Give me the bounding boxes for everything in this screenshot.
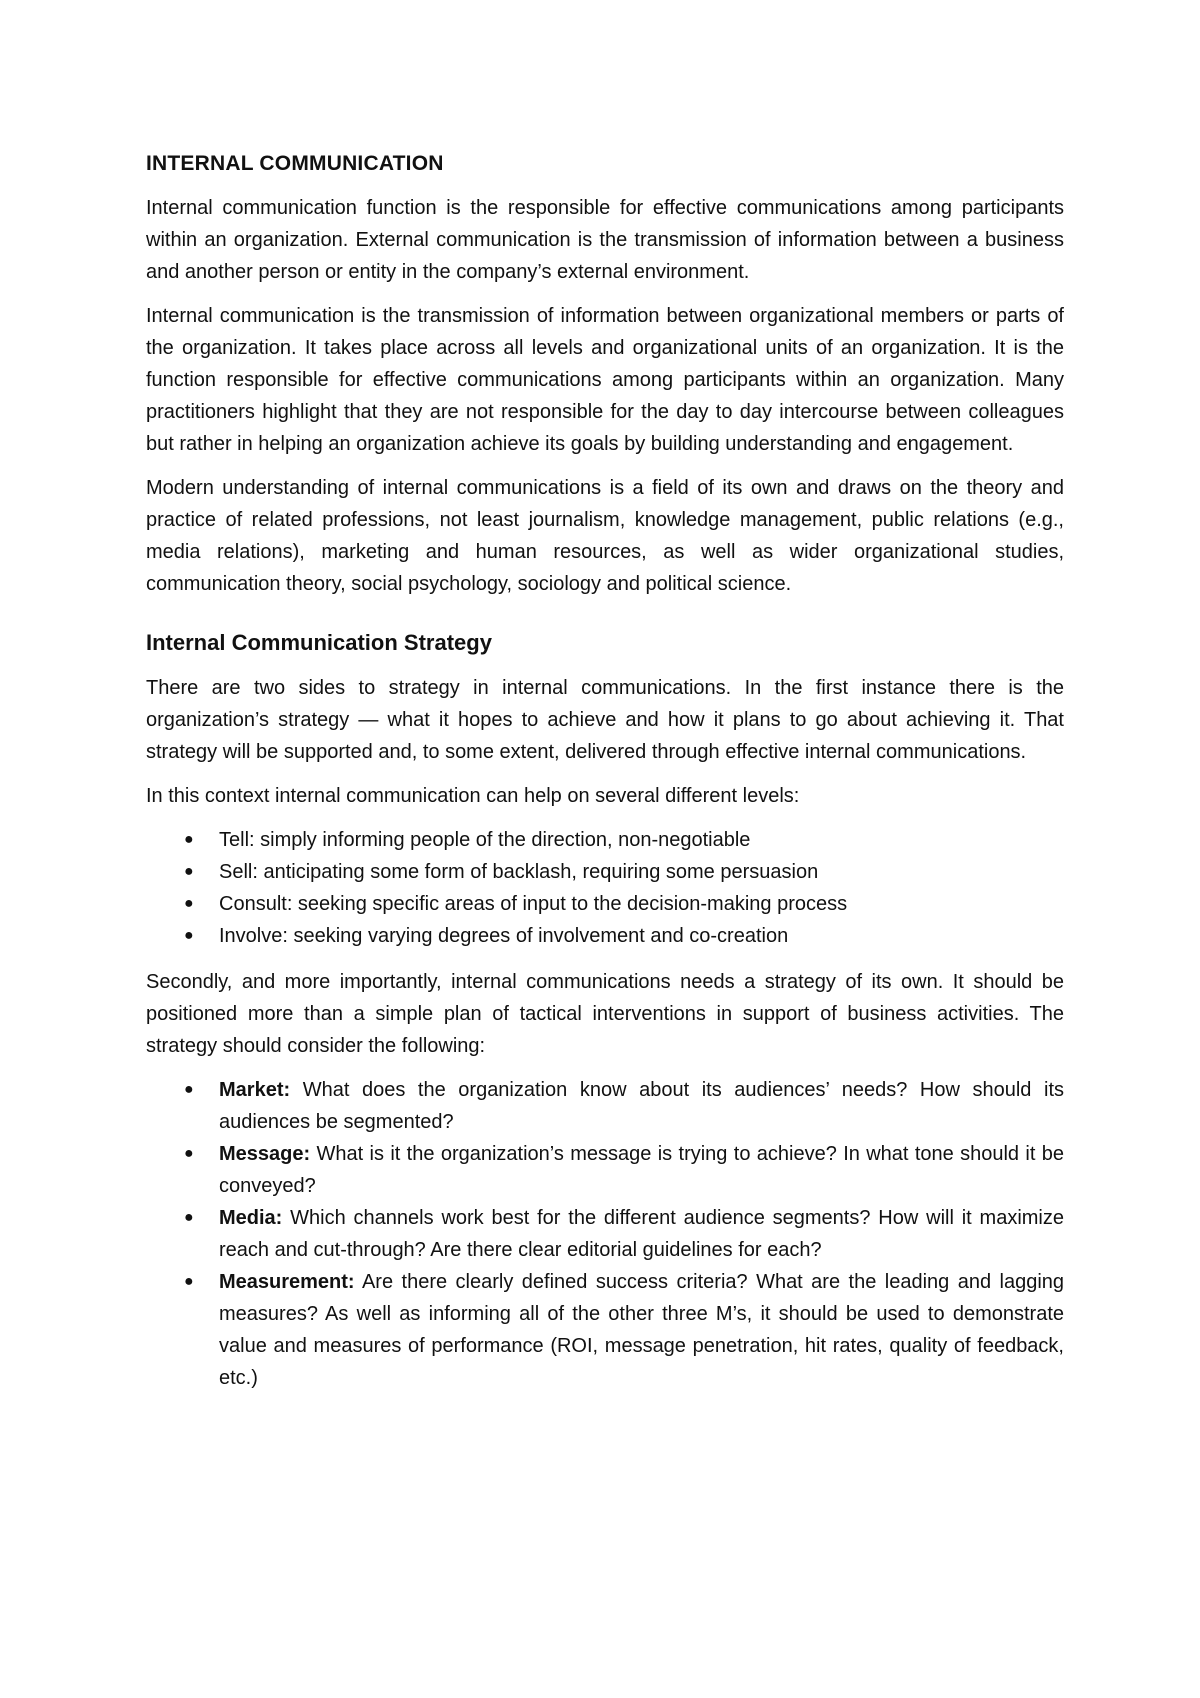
list-item	[146, 920, 1064, 952]
list-item	[146, 824, 1064, 856]
list-item-text: Involve: seeking varying degrees of involvement and co-creation	[219, 925, 789, 947]
list-item-term: Message:	[219, 1143, 311, 1165]
list-item-text: Tell: simply informing people of the direction, non-negotiable	[219, 829, 751, 851]
bullet-icon: ●	[184, 1209, 194, 1226]
list-item-text: Sell: anticipating some form of backlash, requiring some persuasion	[219, 861, 819, 883]
list-item-text: Consult: seeking specific areas of input to the decision-making process	[219, 893, 848, 915]
list-item	[146, 888, 1064, 920]
strategy-paragraph-1: There are two sides to strategy in internal communications. In the first instance there is the organization’s strategy — what it hopes to achieve and how it plans to go about achieving it. That strategy will be supported and, to some extent, delivered through effective internal communications.	[146, 677, 1064, 763]
document-body	[146, 148, 1064, 1408]
intro-paragraph-2: Internal communication is the transmission of information between organizational members or parts of the organization. It takes place across all levels and organizational units of an organization. It is the function responsible for effective communications among participants within an organization. Many practitioners highlight that they are not responsible for the day to day intercourse between colleagues but rather in helping an organization achieve its goals by building understanding and engagement.	[146, 305, 1064, 455]
list-item-term: Measurement:	[219, 1271, 355, 1293]
strategy-paragraph-2: In this context internal communication can help on several different levels:	[146, 785, 800, 807]
list-item-text: What does the organization know about its audiences’ needs? How should its audiences be segmented?	[219, 1079, 1064, 1133]
list-item	[146, 1266, 1064, 1394]
considerations-list	[146, 1074, 1064, 1394]
bullet-icon: ●	[184, 1273, 194, 1290]
bullet-icon: ●	[184, 927, 194, 944]
bullet-icon: ●	[184, 1081, 194, 1098]
intro-paragraph-3: Modern understanding of internal communications is a field of its own and draws on the theory and practice of related professions, not least journalism, knowledge management, public relations (e.g., media relations), marketing and human resources, as well as wider organizational studies, communication theory, social psychology, sociology and political science.	[146, 477, 1064, 595]
list-item	[146, 1074, 1064, 1138]
page-title: INTERNAL COMMUNICATION	[146, 152, 444, 175]
list-item	[146, 856, 1064, 888]
bullet-icon: ●	[184, 831, 194, 848]
list-item-term: Media:	[219, 1207, 283, 1229]
list-item-term: Market:	[219, 1079, 291, 1101]
section-heading: Internal Communication Strategy	[146, 630, 492, 655]
levels-list	[146, 824, 1064, 952]
list-item-text: Which channels work best for the different audience segments? How will it maximize reach and cut-through? Are there clear editorial guidelines for each?	[219, 1207, 1064, 1261]
bullet-icon: ●	[184, 863, 194, 880]
list-item	[146, 1138, 1064, 1202]
bullet-icon: ●	[184, 895, 194, 912]
strategy-paragraph-3: Secondly, and more importantly, internal communications needs a strategy of its own. It should be positioned more than a simple plan of tactical interventions in support of business activities. The strategy should consider the following:	[146, 971, 1064, 1057]
intro-paragraph-1: Internal communication function is the responsible for effective communications among participants within an organization. External communication is the transmission of information between a business and another person or entity in the company’s external environment.	[146, 197, 1064, 283]
list-item-text: What is it the organization’s message is trying to achieve? In what tone should it be conveyed?	[219, 1143, 1064, 1197]
list-item-text: Are there clearly defined success criteria? What are the leading and lagging measures? As well as informing all of the other three M’s, it should be used to demonstrate value and measures of performance (ROI, message penetration, hit rates, quality of feedback, etc.)	[219, 1271, 1065, 1389]
bullet-icon: ●	[184, 1145, 194, 1162]
list-item	[146, 1202, 1064, 1266]
